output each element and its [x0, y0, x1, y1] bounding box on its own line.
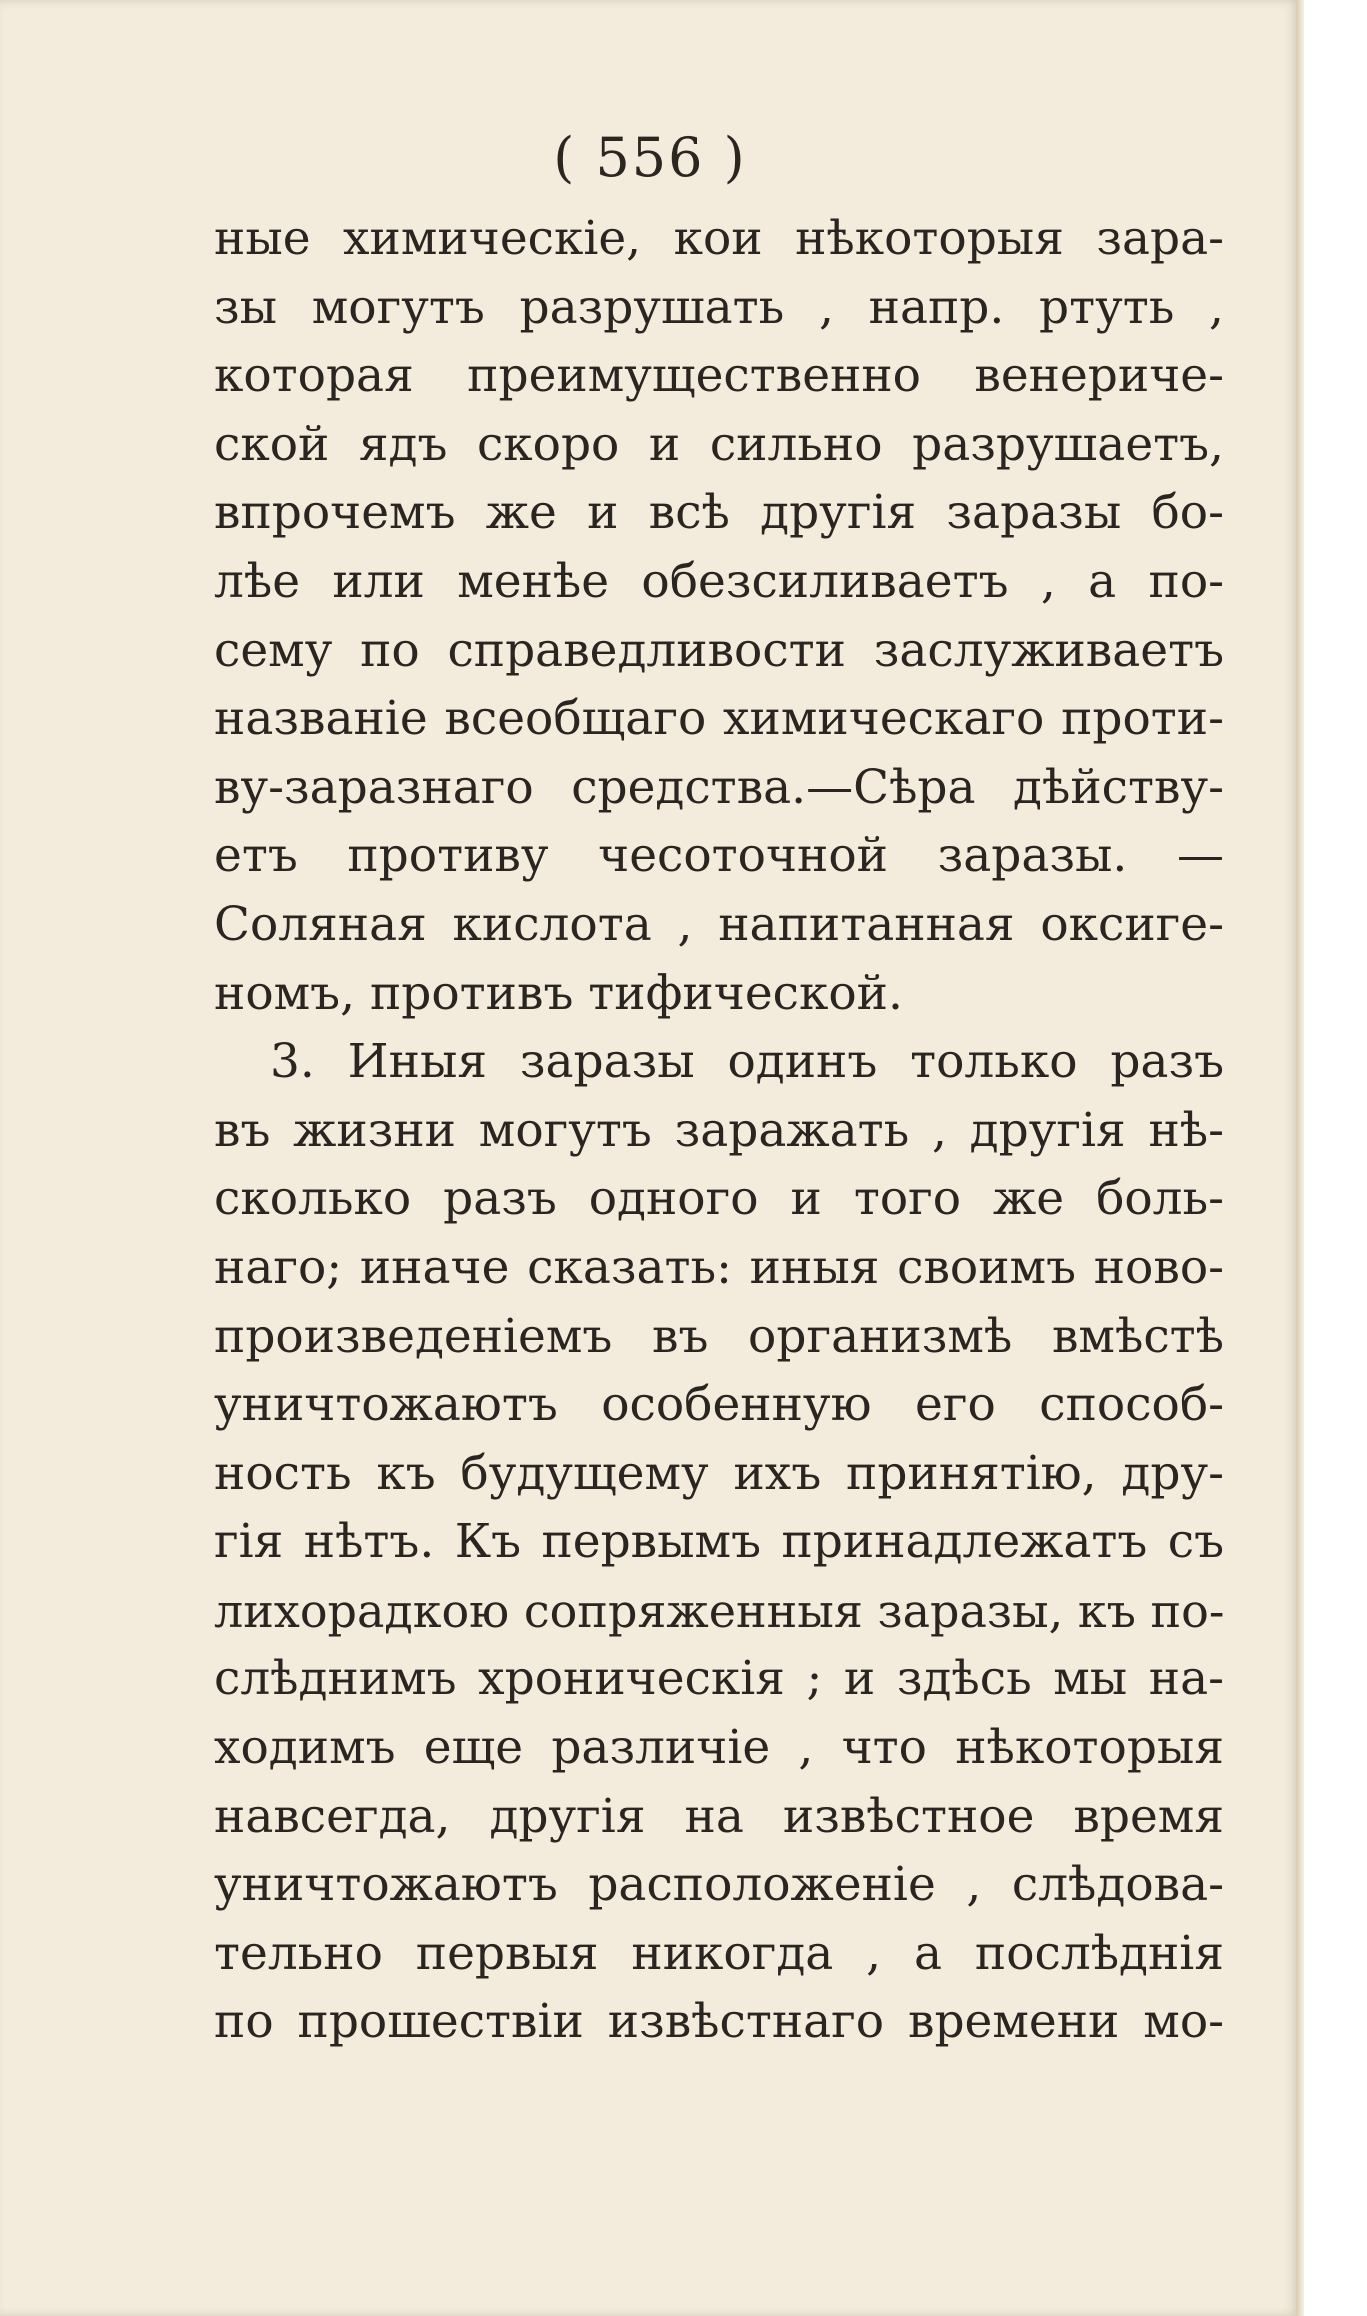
text-line: гiя нѣтъ. Къ первымъ принадлежатъ съ — [214, 1514, 1224, 1570]
text-line: уничтожаютъ расположенiе , слѣдова- — [214, 1857, 1224, 1913]
text-line: уничтожаютъ особенную его способ- — [214, 1377, 1224, 1433]
text-line: навсегда, другiя на извѣстное время — [214, 1788, 1224, 1844]
text-line: ныe химическiе, кои нѣкоторыя зара- — [214, 211, 1224, 266]
text-line: лѣе или менѣе обезсиливаетъ , а по- — [214, 553, 1224, 609]
body-text — [214, 205, 1224, 2057]
page-edge — [1296, 0, 1304, 2316]
text-line: впрочемъ же и всѣ другiя заразы бо- — [214, 485, 1224, 541]
text-line: произведенiемъ въ организмѣ вмѣстѣ — [214, 1308, 1224, 1364]
text-line: которая преимущественно венериче- — [214, 348, 1224, 404]
text-line: лихорадкою сопряженныя заразы, къ по- — [214, 1583, 1225, 1638]
text-line: сколько разъ одного и того же боль- — [214, 1171, 1224, 1227]
text-line: названiе всеобщаго химическаго проти- — [214, 691, 1224, 747]
text-line: по прошествiи извѣстнаго времени мо- — [214, 1994, 1224, 2050]
text-line: слѣднимъ хроническiя ; и здѣсь мы на- — [214, 1651, 1224, 1707]
text-line: наго; иначе сказать: иныя своимъ ново- — [214, 1239, 1224, 1295]
text-line: сему по справедливости заслуживаетъ — [214, 622, 1224, 678]
text-line: въ жизни могутъ заражать , другiя нѣ- — [214, 1102, 1224, 1158]
text-line: етъ противу чесоточной заразы. — — [214, 828, 1224, 884]
text-line: ской ядъ скоро и сильно разрушаетъ, — [214, 416, 1224, 472]
text-line: ву-заразнаго средства.—Сѣра дѣйству- — [214, 759, 1224, 815]
text-line: ность къ будущему ихъ принятiю, дру- — [214, 1445, 1224, 1501]
page-number: ( 556 ) — [553, 126, 747, 189]
text-line: ходимъ еще различiе , что нѣкоторыя — [214, 1720, 1224, 1776]
text-line: тельно первыя никогда , а послѣднiя — [214, 1925, 1224, 1981]
text-line: номъ, противъ тифической. — [214, 965, 903, 1021]
text-line: Соляная кислота , напитанная оксиге- — [214, 896, 1224, 952]
text-line: зы могутъ разрушать , напр. ртуть , — [214, 279, 1224, 335]
paragraph-start-line: 3. Иныя заразы одинъ только разъ — [270, 1034, 1224, 1090]
